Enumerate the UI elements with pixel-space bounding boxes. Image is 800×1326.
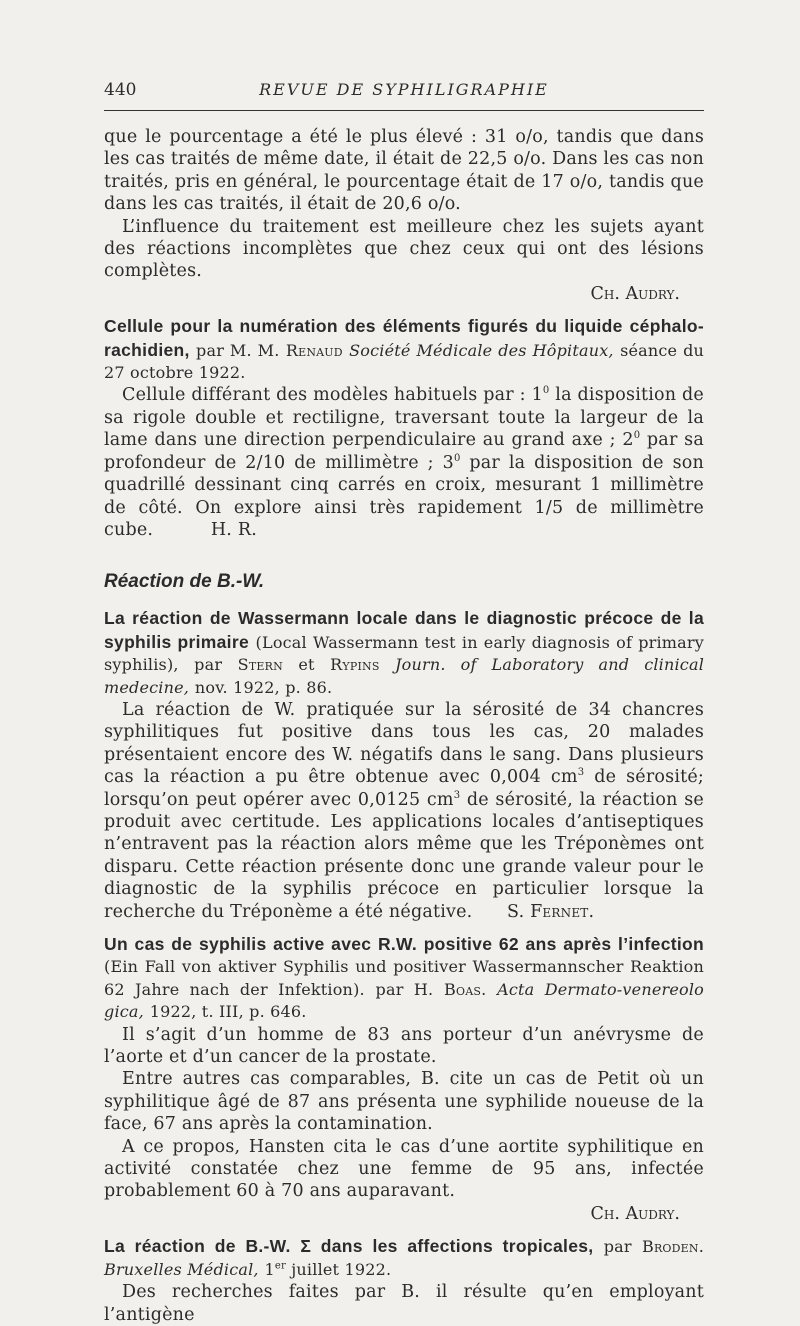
article-wassermann-meta: nov. 1922, p. 86. <box>194 677 333 697</box>
article-tropicales-journal: Bruxelles Médical, <box>104 1259 259 1279</box>
article-cellule-initials: H. R. <box>210 519 257 540</box>
ordinal-suffix: er <box>274 1260 286 1272</box>
cube-mark: 3 <box>577 767 585 779</box>
article-wassermann-body <box>104 699 704 923</box>
body-text: Cellule différant des modèles habituels par : 1 <box>122 385 543 406</box>
body-text: de sérosité; lorsqu’on peut opérer avec 0,0125 cm <box>104 767 705 810</box>
intro-paragraph-1: que le pourcentage a été le plus élevé : 31 o/o, tandis que dans les cas traités de même date, il était de 22,5 o/o. Dans les cas non traités, pris en général, le pourcentage était de 17 o/o, tandis que dans les cas traités, il était de 20,6 o/o. <box>104 127 704 215</box>
body-text: par sa profondeur de 2/10 de millimètre ; 3 <box>104 430 704 473</box>
article-wassermann-signature: S. Fernet. <box>507 901 595 922</box>
par-text: par H. <box>375 979 434 999</box>
article-syphilis-signature: Ch. Audry. <box>590 1203 680 1224</box>
intro-paragraph-2: L’influence du traitement est meilleure chez les sujets ayant des réactions incomplètes que chez ceux qui ont des lésions complètes. <box>104 216 704 282</box>
article-wassermann-author-1: Stern <box>237 655 283 675</box>
article-cellule-heading <box>104 315 704 384</box>
body-text: de sérosité, la réaction se produit avec certitude. Les applications locales d’antiseptiques n’entravent pas la réaction alors même que les Tréponèmes ont disparu. Cette réaction présente donc une grande valeur pour le diagnostic de la syphilis précoce en particulier lorsque la recherche du Tréponème a été négative. <box>104 789 704 922</box>
article-syphilis-subtitle: (Ein Fall von aktiver Syphilis und positiver Wassermannscher Reaktion 62 Jahre nach der Infektion). <box>104 957 704 999</box>
article-syphilis-meta: 1922, t. III, p. 646. <box>149 1002 307 1022</box>
article-wassermann-title: La réaction de Wassermann locale dans le diagnostic précoce de la syphilis primaire <box>104 608 704 652</box>
article-cellule-journal: Société Médicale des Hôpitaux, <box>349 340 614 360</box>
article-cellule-meta: séance du 27 octobre 1922. <box>104 340 705 383</box>
body-text: par la disposition de son quadrillé dessinant cinq carrés en croix, mesurant 1 millimètre de côté. On explore ainsi très rapidement 1/5 de millimètre cube. <box>104 452 704 540</box>
article-wassermann-journal: Journ. of Laboratory and clinical medecine, <box>104 655 705 697</box>
body-text: La réaction de W. pratiquée sur la sérosité de 34 chancres syphilitiques fut positive dans tous les cas, 20 malades présentaient encore des W. négatifs dans le sang. Dans plusieurs cas la réaction a pu être obtenue avec 0,004 cm <box>104 699 704 788</box>
article-wassermann-locale <box>104 607 704 923</box>
article-syphilis-paragraph-3: A ce propos, Hansten cita le cas d’une aortite syphilitique en activité constatée chez une femme de 95 ans, infectée probablement 60 à 70 ans auparavant. <box>104 1136 704 1202</box>
article-cellule-par: par M. M. <box>196 340 280 360</box>
date-rest: juillet 1922. <box>285 1259 392 1279</box>
article-cellule-author: Renaud <box>285 340 343 360</box>
article-syphilis-heading <box>104 933 704 1024</box>
article-syphilis-paragraph-1: Il s’agit d’un homme de 83 ans porteur d’un anévrysme de l’aorte et d’un cancer de la prostate. <box>104 1024 704 1068</box>
article-cellule-title: Cellule pour la numération des éléments figurés du liquide céphalo-rachidien, <box>104 316 704 360</box>
article-syphilis-active <box>104 933 704 1225</box>
article-tropicales-author: Broden. <box>641 1237 705 1257</box>
body-text: la disposition de sa rigole double et rectiligne, traversant toute la largeur de la lame dans une direction perpendiculaire au grand axe ; 2 <box>104 385 704 451</box>
article-tropicales-meta <box>264 1260 391 1279</box>
running-header <box>104 80 704 111</box>
page-body <box>104 126 704 1326</box>
et-text: et <box>298 655 315 675</box>
article-tropicales-title: La réaction de B.-W. Σ dans les affections tropicales, <box>104 1236 594 1257</box>
article-syphilis-paragraph-2: Entre autres cas comparables, B. cite un cas de Petit où un syphilitique âgé de 87 ans présenta une syphilide noueuse de la face, 67 ans après la contamination. <box>104 1069 704 1135</box>
article-wassermann-author-2: Rypins <box>330 655 380 675</box>
article-cellule-body <box>104 384 704 541</box>
article-syphilis-journal: Acta Dermato-venereolo gica, <box>104 979 704 1022</box>
article-syphilis-title: Un cas de syphilis active avec R.W. positive 62 ans après l’infection <box>104 934 704 954</box>
intro-signature: Ch. Audry. <box>590 283 680 304</box>
par-text: par <box>194 655 223 675</box>
article-cellule <box>104 315 704 541</box>
article-syphilis-author: Boas. <box>444 979 487 999</box>
ordinal-mark: 0 <box>633 430 641 442</box>
article-tropicales-heading <box>104 1235 704 1281</box>
article-tropicales <box>104 1235 704 1326</box>
article-wassermann-subtitle: (Local Wassermann test in early diagnosis of primary syphilis), <box>104 632 704 675</box>
par-text: par <box>603 1237 632 1257</box>
running-title: REVUE DE SYPHILIGRAPHIE <box>259 80 549 99</box>
ordinal-mark: 0 <box>453 452 461 464</box>
date-day: 1 <box>264 1259 275 1279</box>
article-wassermann-heading <box>104 607 704 699</box>
section-title: Réaction de B.-W. <box>104 571 265 593</box>
page-number: 440 <box>104 80 137 100</box>
ordinal-mark: 0 <box>542 385 550 397</box>
article-tropicales-paragraph-1: Des recherches faites par B. il résulte qu’en employant l’antigène <box>104 1282 704 1325</box>
cube-mark: 3 <box>453 789 461 801</box>
